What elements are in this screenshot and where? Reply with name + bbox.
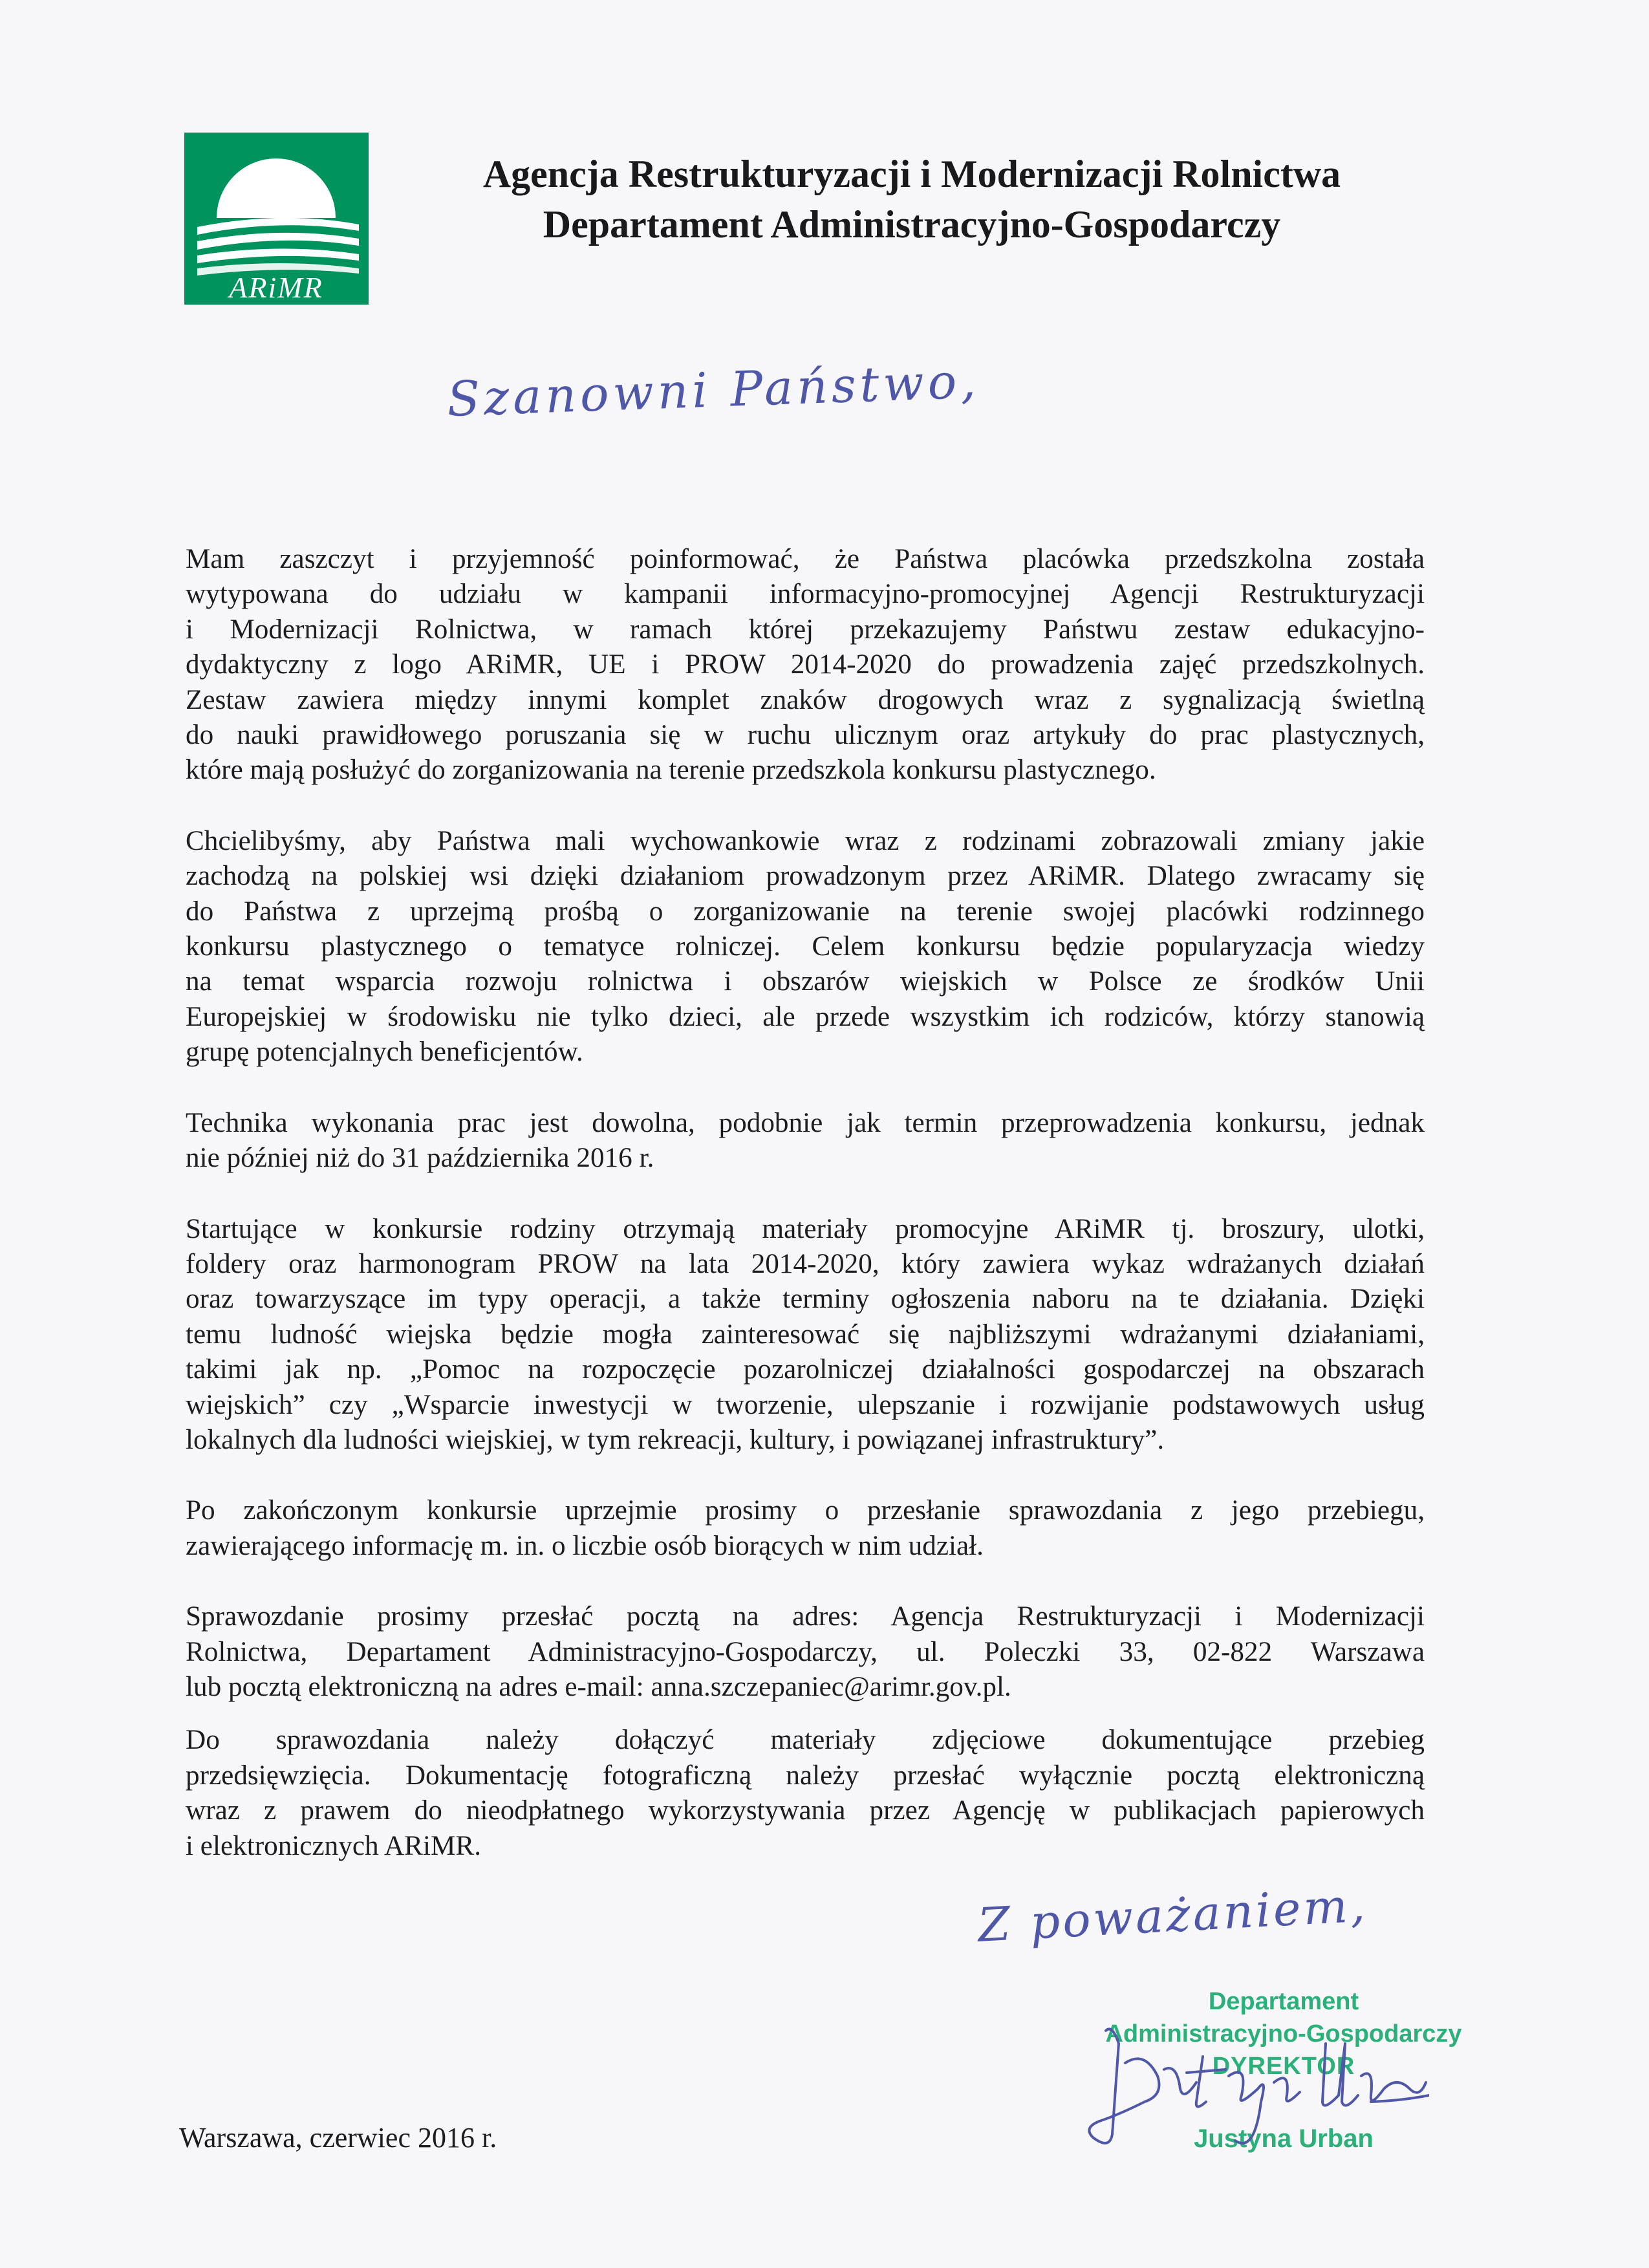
text-line: dydaktyczny z logo ARiMR, UE i PROW 2014-2020 do prowadzenia zajęć przedszkolnych. [186,649,1425,680]
handwritten-signature [1067,2005,1429,2154]
text-line: Po zakończonym konkursie uprzejmie prosimy o przesłanie sprawozdania z jego przebiegu, [186,1495,1425,1526]
logo-text: ARiMR [229,271,323,304]
text-line: wytypowana do udziału w kampanii informacyjno-promocyjnej Agencji Restrukturyzacji [186,579,1425,610]
arimr-logo [184,133,369,305]
text-line: do Państwa z uprzejmą prośbą o zorganizowanie na terenie swojej placówki rodzinnego [186,896,1425,927]
text-line: Do sprawozdania należy dołączyć materiały zdjęciowe dokumentujące przebieg [186,1725,1425,1756]
handwritten-closing: Z poważaniem, [976,1877,1369,1952]
text-line: wiejskich” czy „Wsparcie inwestycji w tworzenie, ulepszanie i rozwijanie podstawowych usług [186,1389,1425,1420]
text-line: Startujące w konkursie rodziny otrzymają materiały promocyjne ARiMR tj. broszury, ulotki, [186,1213,1425,1244]
arimr-logo-graphic [184,133,369,305]
handwritten-salutation: Szanowni Państwo, [446,353,981,427]
text-line: takimi jak np. „Pomoc na rozpoczęcie pozarolniczej działalności gospodarczej na obszarach [186,1354,1425,1385]
text-line: Technika wykonania prac jest dowolna, podobnie jak termin przeprowadzenia konkursu, jednak [186,1107,1425,1138]
paragraph-1 [186,542,1425,788]
text-line: temu ludność wiejska będzie mogła zainteresować się najbliższymi wdrażanymi działaniami, [186,1319,1425,1350]
paragraph-7 [186,1723,1425,1864]
place-and-date: Warszawa, czerwiec 2016 r. [179,2122,497,2154]
text-line: na temat wsparcia rozwoju rolnictwa i obszarów wiejskich w Polsce ze środków Unii [186,966,1425,997]
text-line: do nauki prawidłowego poruszania się w ruchu ulicznym oraz artykuły do prac plastycznych, [186,720,1425,751]
text-line: zawierającego informację m. in. o liczbie osób biorących w nim udział. [186,1530,984,1561]
paragraph-3 [186,1106,1425,1176]
text-line: wraz z prawem do nieodpłatnego wykorzystywania przez Agencję w publikacjach papierowych [186,1795,1425,1826]
stamp-line-department-name: Administracyjno-Gospodarczy [1105,2020,1462,2047]
stamp-line-name: Justyna Urban [1194,2124,1374,2153]
letterhead [394,149,1429,250]
text-line: lokalnych dla ludności wiejskiej, w tym rekreacji, kultury, i powiązanej infrastruktury”. [186,1424,1165,1455]
text-line: nie później niż do 31 października 2016 r. [186,1143,654,1174]
text-line: Europejskiej w środowisku nie tylko dzieci, ale przede wszystkim ich rodziców, którzy stanowią [186,1001,1425,1032]
text-line: grupę potencjalnych beneficjentów. [186,1037,583,1068]
stamp-line-department: Departament [1208,1988,1359,2015]
text-line: które mają posłużyć do zorganizowania na terenie przedszkola konkursu plastycznego. [186,755,1156,786]
department-name: Departament Administracyjno-Gospodarczy [543,203,1281,246]
paragraph-2 [186,824,1425,1070]
text-line: przedsięwzięcia. Dokumentację fotograficzną należy przesłać wyłącznie pocztą elektroniczną [186,1760,1425,1791]
text-line: foldery oraz harmonogram PROW na lata 2014-2020, który zawiera wykaz wdrażanych działań [186,1248,1425,1279]
paragraph-4 [186,1212,1425,1458]
text-line: zachodzą na polskiej wsi dzięki działaniom prowadzonym przez ARiMR. Dlatego zwracamy się [186,861,1425,892]
text-line: oraz towarzyszące im typy operacji, a także terminy ogłoszenia naboru na te działania. Dzięki [186,1284,1425,1315]
text-line: Rolnictwa, Departament Administracyjno-Gospodarczy, ul. Poleczki 33, 02-822 Warszawa [186,1636,1425,1667]
agency-name: Agencja Restrukturyzacji i Modernizacji Rolnictwa [482,153,1341,195]
letter-body [186,542,1425,1899]
stamp-line-title: DYREKTOR [1212,2053,1355,2080]
text-line: Sprawozdanie prosimy przesłać pocztą na adres: Agencja Restrukturyzacji i Modernizacji [186,1601,1425,1632]
paragraph-6 [186,1599,1425,1705]
text-line: Zestaw zawiera między innymi komplet znaków drogowych wraz z sygnalizacją świetlną [186,684,1425,715]
text-line: lub pocztą elektroniczną na adres e-mail: anna.szczepaniec@arimr.gov.pl. [186,1671,1011,1702]
text-line: i Modernizacji Rolnictwa, w ramach której przekazujemy Państwu zestaw edukacyjno- [186,614,1425,645]
paragraph-5 [186,1493,1425,1564]
text-line: Chcielibyśmy, aby Państwa mali wychowankowie wraz z rodzinami zobrazowali zmiany jakie [186,825,1425,856]
text-line: Mam zaszczyt i przyjemność poinformować, że Państwa placówka przedszkolna została [186,544,1425,574]
text-line: konkursu plastycznego o tematyce rolniczej. Celem konkursu będzie popularyzacja wiedzy [186,931,1425,962]
text-line: i elektronicznych ARiMR. [186,1830,481,1861]
